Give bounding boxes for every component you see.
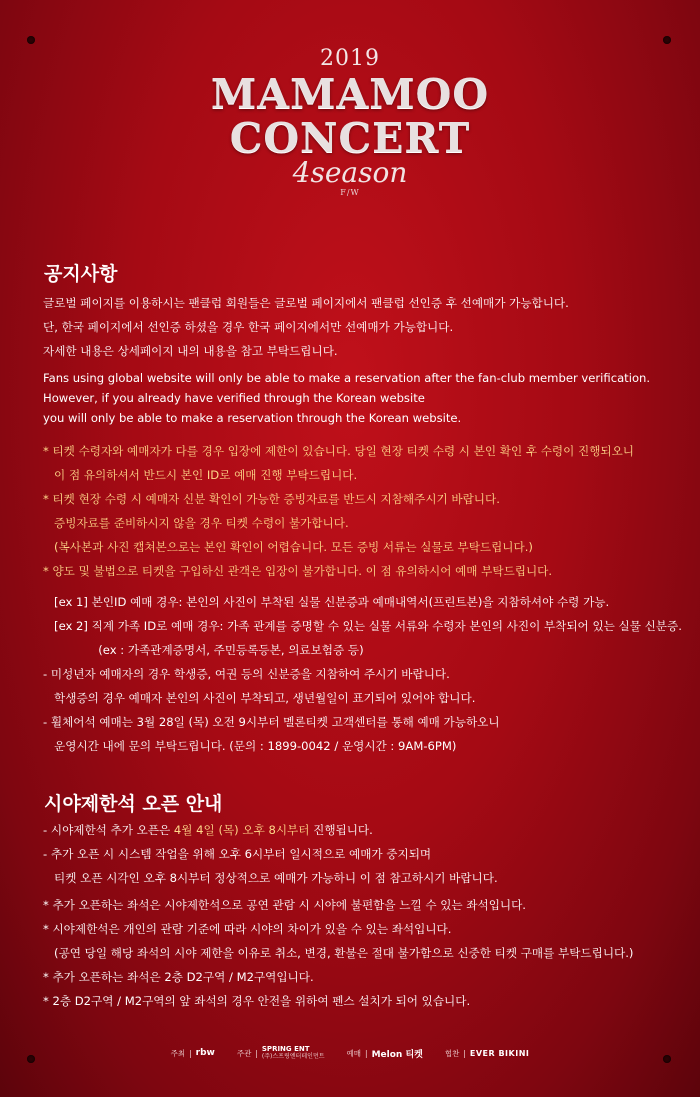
- melon-ticket-logo: Melon 티켓: [371, 1049, 423, 1060]
- notice-english-text: [43, 368, 673, 428]
- divider: |: [365, 1048, 368, 1058]
- organizer-label: 주관: [236, 1048, 252, 1058]
- restricted-seats-info: [43, 818, 673, 890]
- warning-line: (복사본과 사진 캡쳐본으로는 본인 확인이 어렵습니다. 모든 증빙 서류는 실물로 부탁드립니다.): [43, 540, 533, 554]
- note-line: * 추가 오픈하는 좌석은 2층 D2구역 / M2구역입니다.: [43, 970, 314, 984]
- ticket-credit: [347, 1047, 423, 1060]
- notice-title: 공지사항: [44, 263, 118, 285]
- text-line: However, if you already have verified through the Korean website: [43, 391, 425, 405]
- example-line: - 미성년자 예매자의 경우 학생증, 여권 등의 신분증을 지참하여 주시기 바랍니다.: [43, 667, 450, 681]
- note-line: * 추가 오픈하는 좌석은 시야제한석으로 공연 관람 시 시야에 불편함을 느낄 수 있는 좌석입니다.: [43, 898, 526, 912]
- divider: |: [463, 1048, 466, 1058]
- corner-pin: [663, 36, 671, 44]
- example-line: [ex 2] 직계 가족 ID로 예매 경우: 가족 관계를 증명할 수 있는 실물 서류와 수령자 본인의 사진이 부착되어 있는 실물 신분증.: [43, 619, 682, 633]
- text-fragment: - 시야제한석 추가 오픈은: [43, 823, 174, 837]
- spring-ent-logo-sub: (주)스프링엔터테인먼트: [261, 1053, 325, 1060]
- logo-title-mamamoo: MAMAMOO: [210, 70, 490, 118]
- text-line: [43, 818, 673, 842]
- example-line: 학생증의 경우 예매자 본인의 사진이 부착되고, 생년월일이 표기되어 있어야 합니다.: [43, 691, 476, 705]
- warning-line: 증빙자료를 준비하시지 않을 경우 티켓 수령이 불가합니다.: [43, 516, 349, 530]
- ever-bikini-logo: EVER BIKINI: [469, 1048, 530, 1058]
- example-line: - 휠체어석 예매는 3월 28일 (목) 오전 9시부터 멜론티켓 고객센터를 통해 예매 가능하오니: [43, 715, 500, 729]
- sponsor-label: 협찬: [444, 1048, 460, 1058]
- logo-subtitle-season: 4season: [292, 156, 408, 189]
- spring-ent-logo-text: SPRING ENT: [261, 1045, 310, 1053]
- notice-korean-text: [43, 291, 673, 363]
- text-line: - 추가 오픈 시 시스템 작업을 위해 오후 6시부터 일시적으로 예매가 중지되며: [43, 847, 432, 861]
- concert-logo: [0, 46, 700, 197]
- text-line: 티켓 오픈 시각인 오후 8시부터 정상적으로 예매가 가능하니 이 점 참고하시기 바랍니다.: [43, 871, 498, 885]
- corner-pin: [27, 36, 35, 44]
- note-line: (공연 당일 해당 좌석의 시야 제한을 이유로 취소, 변경, 환불은 절대 불가함으로 신중한 티켓 구매를 부탁드립니다.): [43, 946, 634, 960]
- example-line: 운영시간 내에 문의 부탁드립니다. (문의 : 1899-0042 / 운영시간 : 9AM-6PM): [43, 739, 457, 753]
- warning-line: 이 점 유의하셔서 반드시 본인 ID로 예매 진행 부탁드립니다.: [43, 468, 358, 482]
- rbw-logo: rbw: [195, 1048, 215, 1058]
- example-line: (ex : 가족관계증명서, 주민등록등본, 의료보험증 등): [43, 643, 364, 657]
- organizer-credit: [237, 1045, 325, 1061]
- notice-examples: [43, 590, 682, 758]
- divider: |: [189, 1048, 192, 1058]
- host-credit: [171, 1048, 215, 1059]
- warning-line: * 티켓 현장 수령 시 예매자 신분 확인이 가능한 증빙자료를 반드시 지참해주시기 바랍니다.: [43, 492, 500, 506]
- warning-line: * 티켓 수령자와 예매자가 다를 경우 입장에 제한이 있습니다. 당일 현장 티켓 수령 시 본인 확인 후 수령이 진행되오니: [43, 444, 635, 458]
- restricted-seats-title: 시야제한석 오픈 안내: [44, 793, 223, 815]
- logo-season-tag: F/W: [340, 188, 360, 197]
- logo-year: 2019: [320, 46, 380, 71]
- spring-ent-logo: [262, 1045, 325, 1061]
- text-fragment: 진행됩니다.: [309, 823, 373, 837]
- host-label: 주최: [170, 1048, 186, 1058]
- text-line: 글로벌 페이지를 이용하시는 팬클럽 회원들은 글로벌 페이지에서 팬클럽 선인증 후 선예매가 가능합니다.: [43, 296, 569, 310]
- warning-line: * 양도 및 불법으로 티켓을 구입하신 관객은 입장이 불가합니다. 이 점 유의하시어 예매 부탁드립니다.: [43, 564, 553, 578]
- sponsor-footer: [0, 1045, 700, 1061]
- text-line: Fans using global website will only be able to make a reservation after the fan-club member verification.: [43, 371, 651, 385]
- note-line: * 2층 D2구역 / M2구역의 앞 좌석의 경우 안전을 위하여 펜스 설치가 되어 있습니다.: [43, 994, 471, 1008]
- sponsor-credit: [445, 1048, 530, 1059]
- text-line: 자세한 내용은 상세페이지 내의 내용을 참고 부탁드립니다.: [43, 344, 338, 358]
- text-line: you will only be able to make a reservation through the Korean website.: [43, 411, 462, 425]
- notice-warnings: [43, 439, 673, 583]
- restricted-seats-notes: [43, 893, 673, 1013]
- text-line: 단, 한국 페이지에서 선인증 하셨을 경우 한국 페이지에서만 선예매가 가능합니다.: [43, 320, 454, 334]
- open-time-highlight: 4월 4일 (목) 오후 8시부터: [173, 823, 310, 837]
- note-line: * 시야제한석은 개인의 관람 기준에 따라 시야의 차이가 있을 수 있는 좌석입니다.: [43, 922, 452, 936]
- ticket-label: 예매: [346, 1048, 362, 1058]
- divider: |: [255, 1048, 258, 1058]
- example-line: [ex 1] 본인ID 예매 경우: 본인의 사진이 부착된 실물 신분증과 예매내역서(프린트본)을 지참하셔야 수령 가능.: [43, 595, 610, 609]
- logo-title-concert: CONCERT: [229, 114, 471, 162]
